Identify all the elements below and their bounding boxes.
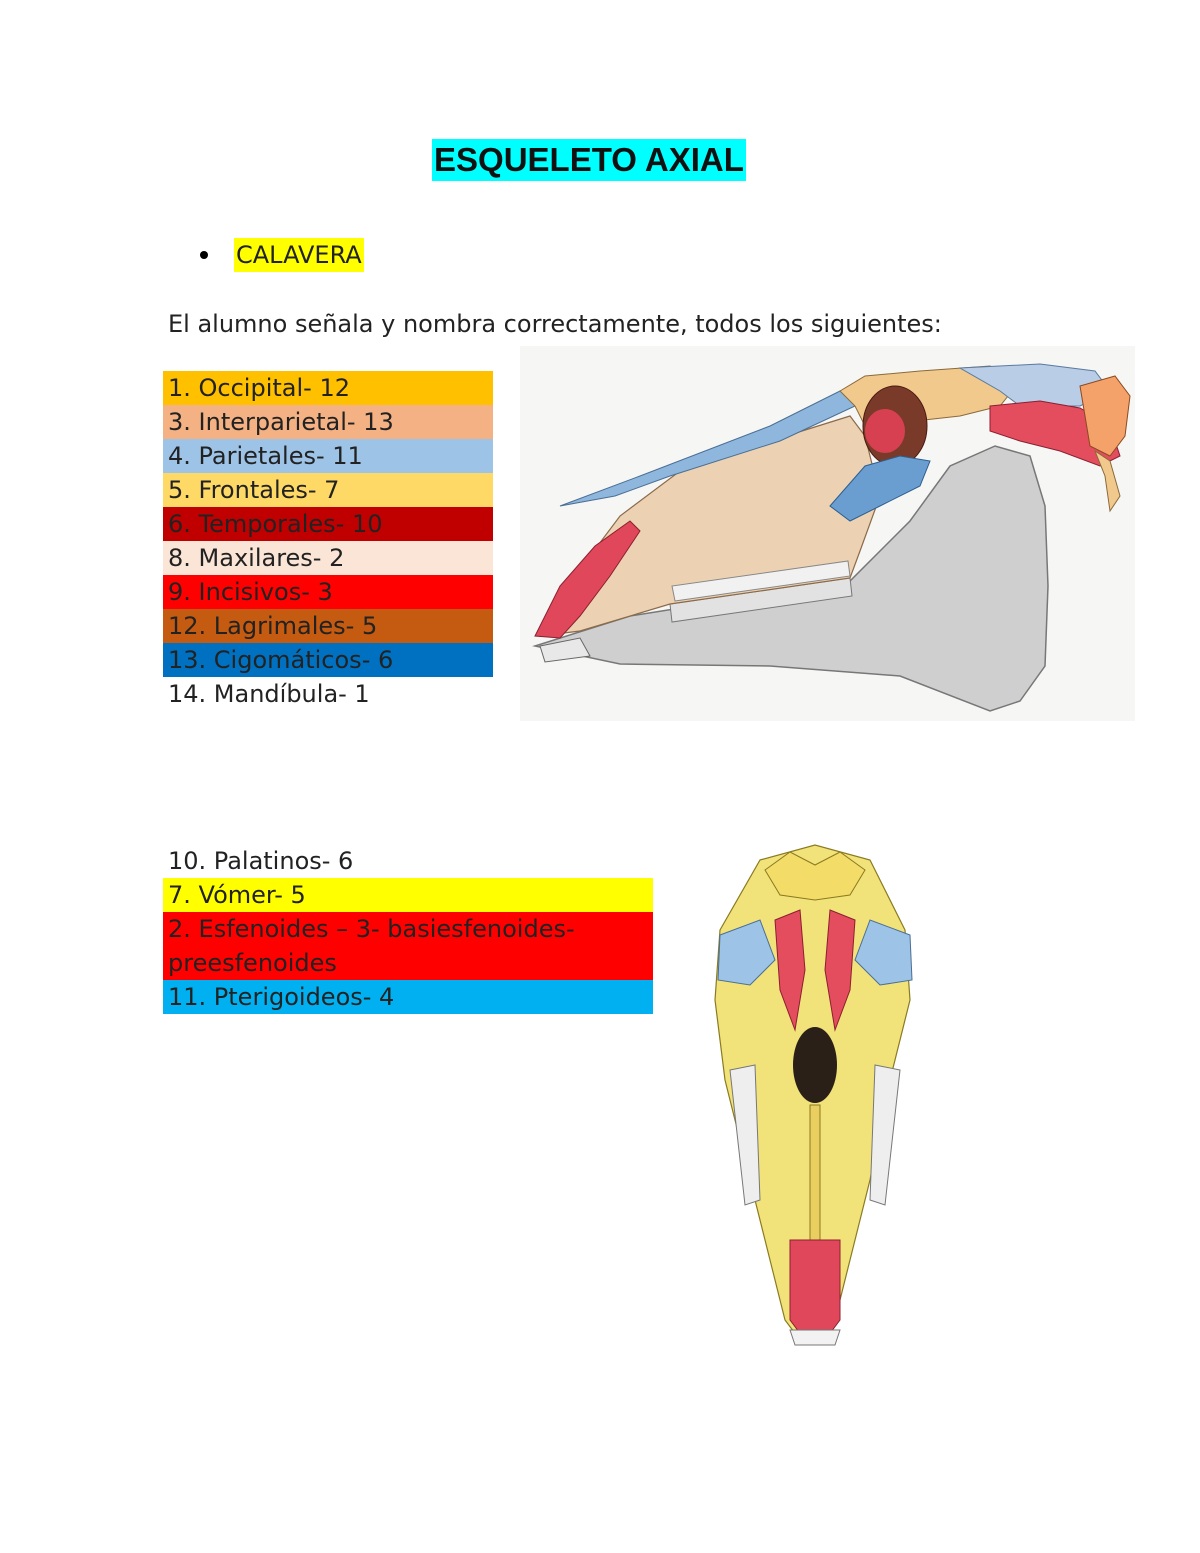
horse-skull-lateral-figure [520, 346, 1135, 721]
bone-list-1 [163, 371, 493, 711]
bone-list-item: 14. Mandíbula- 1 [168, 680, 370, 708]
bone-list-item: 13. Cigomáticos- 6 [163, 643, 493, 677]
bone-list-item: 8. Maxilares- 2 [163, 541, 493, 575]
bone-list-item: 3. Interparietal- 13 [163, 405, 493, 439]
palate-midline-shape [810, 1105, 820, 1260]
molars-left-shape [730, 1065, 760, 1205]
orbit-inner-shape [865, 409, 905, 453]
bone-list-item: 6. Temporales- 10 [163, 507, 493, 541]
bone-list-item: 10. Palatinos- 6 [168, 847, 354, 875]
bone-list-item: 12. Lagrimales- 5 [163, 609, 493, 643]
bone-list-item: 5. Frontales- 7 [163, 473, 493, 507]
incisor-teeth-shape [790, 1330, 840, 1345]
incisive-ventral-shape [790, 1240, 840, 1340]
bone-list-2 [163, 844, 653, 1014]
intro-text: El alumno señala y nombra correctamente, todos los siguientes: [168, 310, 942, 338]
bone-list-item: 2. Esfenoides – 3- basiesfenoides-preesfenoides [163, 912, 653, 980]
horse-skull-ventral-figure [690, 840, 940, 1370]
section-label: CALAVERA [234, 238, 364, 272]
bone-list-item: 7. Vómer- 5 [163, 878, 653, 912]
bullet-icon [200, 251, 208, 259]
page-title: ESQUELETO AXIAL [432, 139, 746, 181]
bone-list-item: 1. Occipital- 12 [163, 371, 493, 405]
molars-right-shape [870, 1065, 900, 1205]
bone-list-item: 4. Parietales- 11 [163, 439, 493, 473]
choanae-shape [793, 1027, 837, 1103]
section-bullet [200, 238, 364, 272]
bone-list-item: 11. Pterigoideos- 4 [163, 980, 653, 1014]
bone-list-item: 9. Incisivos- 3 [163, 575, 493, 609]
